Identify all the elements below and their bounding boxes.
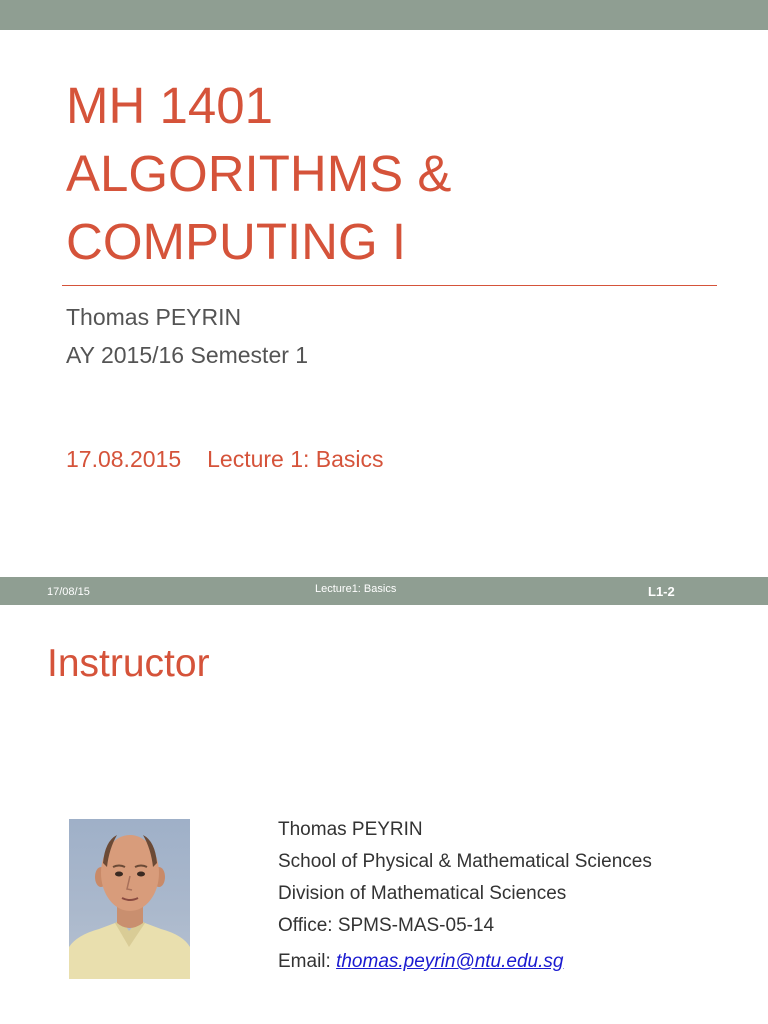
instructor-division: Division of Mathematical Sciences <box>278 883 567 904</box>
slide-footer-bar <box>0 577 768 605</box>
instructor-photo <box>69 819 190 979</box>
email-row <box>278 946 652 978</box>
author-name: Thomas PEYRIN <box>66 304 242 330</box>
instructor-contact <box>278 814 652 978</box>
lecture-date: 17.08.2015 <box>66 446 182 472</box>
footer-date: 17/08/15 <box>47 586 90 598</box>
portrait-photo-icon <box>69 819 190 979</box>
lecture-title: Lecture 1: Basics <box>207 446 384 472</box>
email-label: Email: <box>278 951 331 972</box>
slide-number: L1-2 <box>648 584 675 599</box>
email-link[interactable]: thomas.peyrin@ntu.edu.sg <box>336 951 564 972</box>
title-line-1: MH 1401 <box>66 77 273 134</box>
semester-label: AY 2015/16 Semester 1 <box>66 342 309 368</box>
lecture-info <box>66 446 384 473</box>
title-divider <box>62 285 717 286</box>
instructor-name: Thomas PEYRIN <box>278 819 423 840</box>
slide-subtitle <box>66 298 308 374</box>
instructor-heading: Instructor <box>47 642 210 685</box>
instructor-school: School of Physical & Mathematical Sciences <box>278 851 652 872</box>
footer-title: Lecture1: Basics <box>315 583 397 595</box>
title-line-2: ALGORITHMS & <box>66 145 452 202</box>
title-line-3: COMPUTING I <box>66 213 406 270</box>
top-bar <box>0 0 768 30</box>
instructor-office: Office: SPMS-MAS-05-14 <box>278 915 495 936</box>
slide-title <box>66 72 726 276</box>
